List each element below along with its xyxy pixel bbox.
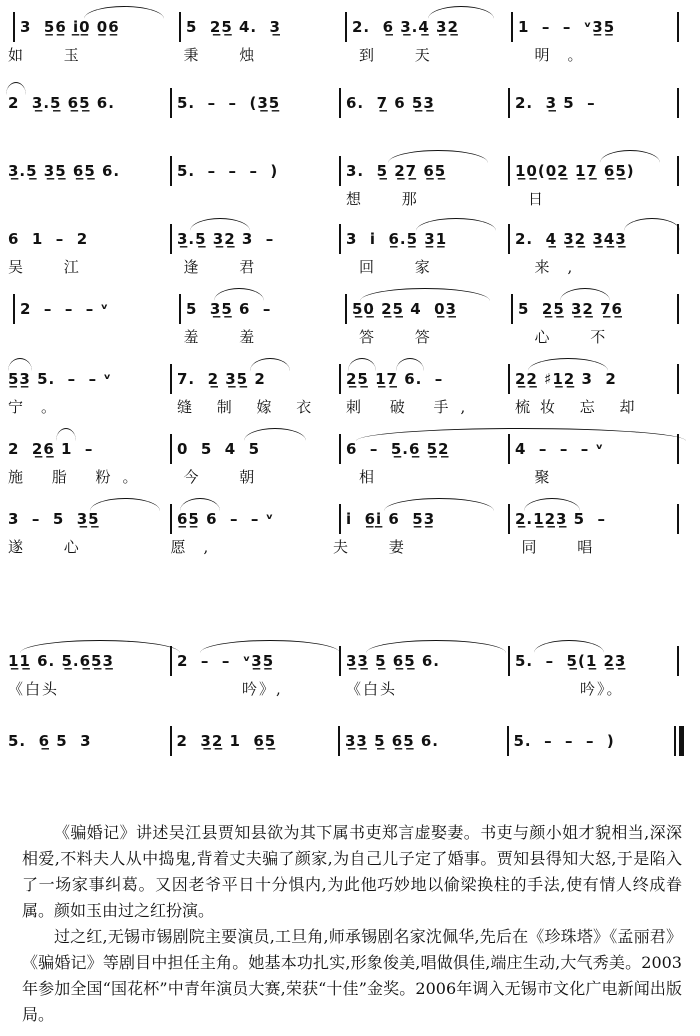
measure: [518, 300, 672, 318]
measure: [186, 18, 340, 36]
notes: 2 3̲2̲ 1 6̲5̲: [176, 732, 277, 750]
slur: [244, 428, 306, 441]
lyrics-line: [8, 188, 684, 210]
slur: [360, 288, 490, 301]
notes: 3 5̲6̲ i̲0̲ 0̲6̲: [20, 18, 120, 36]
notes: 4 – – – ᵛ: [515, 440, 605, 458]
measure: [346, 440, 503, 458]
slur: [366, 640, 506, 653]
lyrics-line: [8, 536, 684, 558]
notes: 5 2̲5̲ 3̲2̲ 7̲6̲: [518, 300, 623, 318]
slur: [388, 150, 488, 163]
measure: [20, 18, 174, 36]
barline: [677, 364, 679, 394]
barline: [677, 504, 679, 534]
barline: [508, 224, 510, 254]
lyric: 刺 破 手,: [346, 398, 478, 416]
measure: [8, 94, 165, 112]
barline: [511, 294, 513, 324]
slur: [180, 498, 220, 511]
lyric: [164, 188, 320, 210]
barline: [508, 646, 510, 676]
lyric: 羞 羞: [183, 328, 273, 346]
slur: [600, 150, 660, 163]
lyric: [8, 188, 164, 210]
lyric: 答 答: [359, 328, 448, 346]
lyric: 同 唱: [521, 538, 611, 556]
notes: 3̲3̲ 5̲ 6̲5̲ 6.: [346, 652, 440, 670]
lyric: 秉 烛: [183, 46, 273, 64]
slur: [560, 288, 610, 301]
notes: 6̲5̲ 6 – – ᵛ: [177, 510, 275, 528]
measure: [177, 732, 334, 750]
lyric: 想 那: [346, 190, 435, 208]
lyrics-line: [8, 44, 684, 66]
lyric: [8, 326, 158, 348]
barline: [170, 726, 172, 756]
lyric: 到 天: [359, 46, 448, 64]
notes: 5. – – – ): [177, 162, 279, 180]
lyric: 相: [359, 468, 393, 486]
lyric: 遂 心: [8, 538, 97, 556]
barline: [508, 504, 510, 534]
slur: [528, 358, 608, 371]
notes: 5. – – – ): [513, 732, 615, 750]
measure: [177, 230, 334, 248]
barline: [677, 646, 679, 676]
slur: [396, 358, 424, 371]
measure: [186, 300, 340, 318]
barline: [508, 156, 510, 186]
lyric: 日: [528, 190, 562, 208]
slur: [356, 428, 686, 441]
notes: 2. 4̲ 3̲2̲ 3̲4̲3̲: [515, 230, 627, 248]
notes: 2̲2̲ ♯1̲2̲ 3 2: [515, 370, 617, 388]
lyrics-line: [8, 396, 684, 418]
lyric: 梳妆 忘 却: [515, 398, 645, 416]
measure: [352, 300, 506, 318]
notes: 6 1 – 2: [8, 230, 89, 248]
lyrics-line: [8, 256, 684, 278]
notes: 3. 5̲ 2̲7̲ 6̲5̲: [346, 162, 447, 180]
measure: [345, 732, 502, 750]
measure: [346, 94, 503, 112]
measure: [8, 230, 165, 248]
barline: [170, 224, 172, 254]
lyric: 缝 制 嫁 衣: [177, 398, 322, 416]
lyric: 《白头: [8, 680, 60, 698]
notes: 1 – – ᵛ3̲5̲: [518, 18, 616, 36]
slur: [348, 358, 376, 371]
slur: [84, 6, 164, 19]
barline: [677, 294, 679, 324]
slur: [190, 218, 250, 231]
barline: [339, 88, 341, 118]
measure: [515, 370, 672, 388]
notes: 6 – 5̲.6̲ 5̲2̲: [346, 440, 450, 458]
lyric: 施 脂 粉。: [8, 468, 150, 486]
paragraph-synopsis: 《骗婚记》讲述吴江县贾知县欲为其下属书吏郑言虚娶妻。书吏与颜小姐才貌相当,深深相爱,不料夫人从中捣鬼,背着丈夫骗了颜家,为自己儿子定了婚事。贾知县得知大怒,于是陷入了一场家事纠葛。又因老爷平日十分惧内,为此他巧妙地以偷梁换柱的手法,使有情人终成眷属。颜如玉由过之红扮演。: [22, 823, 682, 920]
measure: [514, 732, 671, 750]
lyric: 来,: [534, 258, 591, 276]
measure: [346, 230, 503, 248]
notes: 3̲.5̲ 3̲5̲ 6̲5̲ 6.: [8, 162, 121, 180]
slur: [90, 498, 160, 511]
lyric: [8, 120, 177, 142]
lyric: 如 玉: [8, 46, 97, 64]
barline: [339, 156, 341, 186]
lyric: 心 不: [534, 328, 624, 346]
measure: [8, 440, 165, 458]
slur: [8, 358, 32, 371]
measure: [346, 652, 503, 670]
measure: [515, 230, 672, 248]
notes: 2 2̲6̲ 1 –: [8, 440, 94, 458]
lyrics-line: [8, 466, 684, 488]
notes: 5. – 5̲(1̲ 2̲3̲: [515, 652, 627, 670]
measure: [515, 510, 672, 528]
barline: [345, 12, 347, 42]
final-barline: [674, 726, 684, 756]
lyric: 吟》,: [242, 680, 283, 698]
notes: 7. 2̲ 3̲5̲ 2: [177, 370, 266, 388]
lyric: [177, 120, 346, 142]
barline: [345, 294, 347, 324]
lyric: 夫 妻: [333, 538, 422, 556]
barline: [179, 12, 181, 42]
notes: 5̲3̲ 5. – – ᵛ: [8, 370, 112, 388]
slur: [534, 640, 604, 653]
barline: [677, 12, 679, 42]
measure: [352, 18, 506, 36]
measure: [8, 162, 165, 180]
lyric: 回 家: [359, 258, 448, 276]
notes: 2̲5̲ 1̲7̲ 6. –: [346, 370, 444, 388]
barline: [508, 88, 510, 118]
barline: [339, 504, 341, 534]
measure: [515, 162, 672, 180]
barline: [13, 12, 15, 42]
measure: [8, 652, 165, 670]
measure: [177, 510, 334, 528]
slur: [428, 6, 494, 19]
lyric: 愿,: [170, 538, 227, 556]
barline: [339, 224, 341, 254]
notes: 2 3̲.5̲ 6̲5̲ 6.: [8, 94, 115, 112]
lyrics-line: [8, 678, 684, 700]
measure: [8, 510, 165, 528]
measure: [8, 370, 165, 388]
notes: 5̲0̲ 2̲5̲ 4 0̲3̲: [352, 300, 457, 318]
barline: [339, 434, 341, 464]
slur: [214, 288, 264, 301]
lyrics-line: [8, 120, 684, 142]
slur: [20, 640, 180, 653]
notes: 2 – – – ᵛ: [20, 300, 110, 318]
lyric: 今 朝: [183, 468, 273, 486]
lyric: [515, 120, 684, 142]
notes: 0 5 4 5: [177, 440, 261, 458]
lyric: 逢 君: [183, 258, 273, 276]
lyric: 《白头: [346, 680, 398, 698]
barline: [170, 434, 172, 464]
notes: 5. 6̲ 5 3: [8, 732, 92, 750]
barline: [507, 726, 509, 756]
measure: [515, 652, 672, 670]
notes: 3 i 6̲.5̲ 3̲1̲: [346, 230, 448, 248]
barline: [508, 364, 510, 394]
lyric: [346, 120, 515, 142]
barline: [339, 364, 341, 394]
paragraph-biography: 过之红,无锡市锡剧院主要演员,工旦角,师承锡剧名家沈佩华,先后在《珍珠塔》《孟丽君》《骗婚记》等剧目中担任主角。她基本功扎实,形象俊美,唱做俱佳,端庄生动,大气秀美。2003年参加全国“国花杯”中青年演员大赛,荣获“十佳”金奖。2006年调入无锡市文化广电新闻出版局。: [22, 927, 682, 1024]
measure: [177, 440, 334, 458]
notes: 2. 3̲ 5 –: [515, 94, 596, 112]
measure: [8, 732, 165, 750]
notes: 6. 7̲ 6 5̲3̲: [346, 94, 435, 112]
measure: [177, 94, 334, 112]
notes: 1̲1̲ 6. 5̲.6̲5̲3̲: [8, 652, 114, 670]
lyric: 吴 江: [8, 258, 97, 276]
lyrics-line: [8, 326, 684, 348]
notes: i 6̲i̲ 6 5̲3̲: [346, 510, 436, 528]
slur: [6, 82, 26, 95]
measure: [20, 300, 174, 318]
measure: [346, 510, 503, 528]
barline: [170, 156, 172, 186]
barline: [677, 88, 679, 118]
barline: [338, 726, 340, 756]
barline: [170, 88, 172, 118]
measure: [177, 370, 334, 388]
barline: [13, 294, 15, 324]
measure: [177, 162, 334, 180]
slur: [524, 498, 580, 511]
notes: 3̲3̲ 5̲ 6̲5̲ 6.: [345, 732, 439, 750]
barline: [511, 12, 513, 42]
slur: [624, 218, 680, 231]
measure: [346, 162, 503, 180]
notes: 2̲.1̲2̲3̲ 5 –: [515, 510, 607, 528]
notes: 5. – – (3̲5̲: [177, 94, 281, 112]
barline: [677, 156, 679, 186]
notes: 2 – – ᵛ3̲5̲: [177, 652, 275, 670]
lyric: 明。: [534, 46, 601, 64]
barline: [170, 504, 172, 534]
slur: [250, 358, 290, 371]
slur: [384, 498, 494, 511]
article-text: [22, 820, 682, 1028]
notes: 5 3̲5̲ 6 –: [186, 300, 272, 318]
slur: [200, 640, 340, 653]
slur: [56, 428, 76, 441]
notes: 2. 6̲ 3̲.4̲ 3̲2̲: [352, 18, 459, 36]
lyric: 宁。: [8, 398, 75, 416]
lyric: 聚: [534, 468, 568, 486]
slur: [416, 218, 496, 231]
notes: 5 2̲5̲ 4. 3̲: [186, 18, 281, 36]
notes: 3̲.5̲ 3̲2̲ 3 –: [177, 230, 275, 248]
measure: [346, 370, 503, 388]
measure: [515, 94, 672, 112]
barline: [179, 294, 181, 324]
measure: [518, 18, 672, 36]
measure: [177, 652, 334, 670]
lyric: 吟》。: [580, 680, 624, 698]
measure: [515, 440, 672, 458]
notes: 3 – 5 3̲5̲: [8, 510, 100, 528]
notes: 1̲0̲(0̲2̲ 1̲7̲ 6̲5̲): [515, 162, 635, 180]
barline: [170, 364, 172, 394]
